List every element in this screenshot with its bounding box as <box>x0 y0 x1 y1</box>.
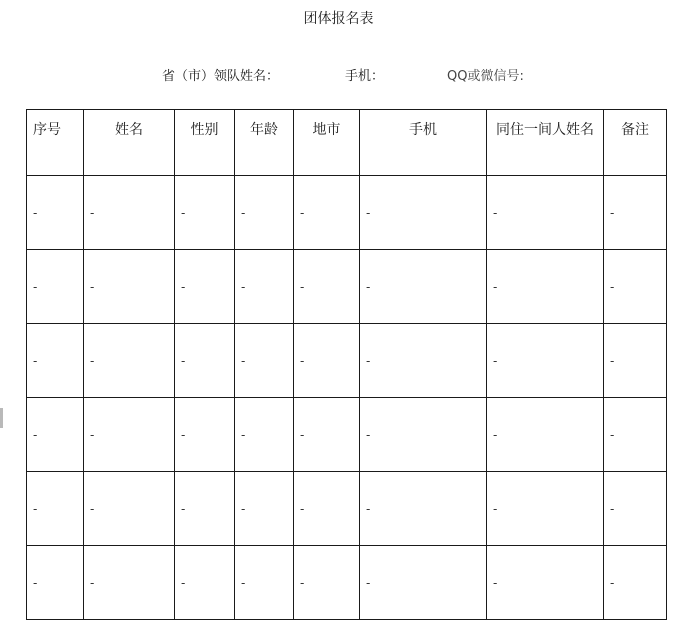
table-cell: - <box>235 176 294 250</box>
header-remarks: 备注 <box>604 110 667 176</box>
table-cell: - <box>294 398 360 472</box>
header-city: 地市 <box>294 110 360 176</box>
table-cell: - <box>604 324 667 398</box>
header-phone: 手机 <box>360 110 487 176</box>
table-cell: - <box>27 546 84 620</box>
table-cell: - <box>235 250 294 324</box>
document-title: 团体报名表 <box>303 11 374 27</box>
table-row <box>27 546 667 620</box>
leader-name-label: 省（市）领队姓名： <box>162 69 280 84</box>
table-cell: - <box>604 546 667 620</box>
table-cell: - <box>604 176 667 250</box>
table-cell: - <box>294 324 360 398</box>
table-cell: - <box>604 472 667 546</box>
table-cell: - <box>84 176 175 250</box>
table-cell: - <box>27 398 84 472</box>
phone-label: 手机： <box>345 69 385 84</box>
table-cell: - <box>27 176 84 250</box>
table-cell: - <box>294 176 360 250</box>
qq-wechat-label: QQ或微信号: <box>447 69 524 84</box>
table-cell: - <box>175 546 235 620</box>
table-cell: - <box>27 250 84 324</box>
registration-table <box>26 109 667 620</box>
table-cell: - <box>487 398 604 472</box>
header-gender: 性别 <box>175 110 235 176</box>
table-cell: - <box>294 250 360 324</box>
table-row <box>27 250 667 324</box>
table-row <box>27 472 667 546</box>
table-cell: - <box>360 176 487 250</box>
table-cell: - <box>84 324 175 398</box>
table-cell: - <box>294 546 360 620</box>
table-cell: - <box>175 472 235 546</box>
table-cell: - <box>487 176 604 250</box>
table-cell: - <box>175 324 235 398</box>
header-index: 序号 <box>27 110 84 176</box>
table-cell: - <box>360 250 487 324</box>
table-cell: - <box>84 546 175 620</box>
table-cell: - <box>235 398 294 472</box>
table-cell: - <box>487 324 604 398</box>
table-cell: - <box>360 324 487 398</box>
table-cell: - <box>294 472 360 546</box>
table-cell: - <box>604 398 667 472</box>
table-cell: - <box>360 472 487 546</box>
leader-info-line <box>0 65 677 85</box>
table-cell: - <box>487 250 604 324</box>
table-cell: - <box>604 250 667 324</box>
header-name: 姓名 <box>84 110 175 176</box>
table-cell: - <box>360 546 487 620</box>
table-cell: - <box>27 324 84 398</box>
scroll-edge-marker <box>0 408 3 428</box>
table-cell: - <box>175 250 235 324</box>
table-cell: - <box>487 472 604 546</box>
header-roommate-name: 同住一间人姓名 <box>487 110 604 176</box>
table-row <box>27 398 667 472</box>
table-cell: - <box>175 176 235 250</box>
table-cell: - <box>175 398 235 472</box>
table-cell: - <box>84 398 175 472</box>
table-cell: - <box>235 324 294 398</box>
table-cell: - <box>487 546 604 620</box>
table-row <box>27 176 667 250</box>
table-header-row <box>27 110 667 176</box>
table-cell: - <box>84 472 175 546</box>
table-row <box>27 324 667 398</box>
table-cell: - <box>235 546 294 620</box>
table-cell: - <box>27 472 84 546</box>
table-cell: - <box>84 250 175 324</box>
table-cell: - <box>360 398 487 472</box>
header-age: 年龄 <box>235 110 294 176</box>
table-cell: - <box>235 472 294 546</box>
